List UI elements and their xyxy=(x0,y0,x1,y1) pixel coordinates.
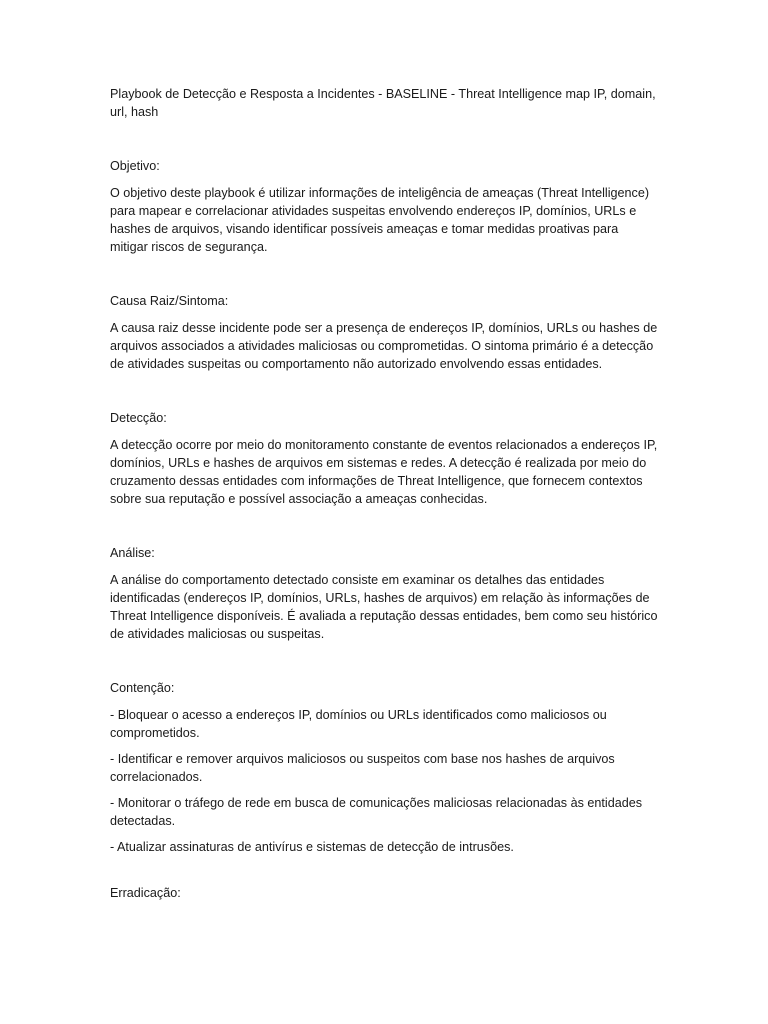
list-item: - Monitorar o tráfego de rede em busca de comunicações maliciosas relacionadas às entidades detectadas. xyxy=(110,796,643,828)
section-heading-causa: Causa Raiz/Sintoma: xyxy=(110,294,229,308)
document-title: Playbook de Detecção e Resposta a Incidentes - BASELINE - Threat Intelligence map IP, domain, url, hash xyxy=(110,87,656,119)
section-heading-analise: Análise: xyxy=(110,546,155,560)
section-causa xyxy=(110,292,658,373)
section-text-analise: A análise do comportamento detectado consiste em examinar os detalhes das entidades identificadas (endereços IP, domínios, URLs, hashes de arquivos) em relação às informações de Threat Intelligence disponíveis. É avaliada a reputação dessas entidades, bem como seu histórico de atividades maliciosas ou suspeitas. xyxy=(110,573,658,641)
list-item: - Atualizar assinaturas de antivírus e sistemas de detecção de intrusões. xyxy=(110,840,514,854)
section-heading-objetivo: Objetivo: xyxy=(110,159,160,173)
section-heading-contencao: Contenção: xyxy=(110,681,175,695)
list-item: - Bloquear o acesso a endereços IP, domínios ou URLs identificados como maliciosos ou comprometidos. xyxy=(110,708,607,740)
section-deteccao xyxy=(110,409,658,508)
section-text-objetivo: O objetivo deste playbook é utilizar informações de inteligência de ameaças (Threat Intelligence) para mapear e correlacionar atividades suspeitas envolvendo endereços IP, domínios, URLs e hashes de arquivos, visando identificar possíveis ameaças e tomar medidas proativas para mitigar riscos de segurança. xyxy=(110,186,650,254)
section-text-deteccao: A detecção ocorre por meio do monitoramento constante de eventos relacionados a endereços IP, domínios, URLs e hashes de arquivos em sistemas e redes. A detecção é realizada por meio do cruzamento dessas entidades com informações de Threat Intelligence, que fornecem contextos sobre sua reputação e possível associação a ameaças conhecidas. xyxy=(110,438,658,506)
document-page xyxy=(110,85,658,911)
section-text-causa: A causa raiz desse incidente pode ser a presença de endereços IP, domínios, URLs ou hashes de arquivos associados a atividades maliciosas ou comprometidas. O sintoma primário é a detecção de atividades suspeitas ou comportamento não autorizado envolvendo essas entidades. xyxy=(110,321,658,371)
section-analise xyxy=(110,544,658,643)
section-objetivo xyxy=(110,157,658,256)
section-contencao xyxy=(110,679,658,856)
section-erradicacao xyxy=(110,884,658,902)
section-heading-erradicacao: Erradicação: xyxy=(110,886,181,900)
list-item: - Identificar e remover arquivos maliciosos ou suspeitos com base nos hashes de arquivos correlacionados. xyxy=(110,752,615,784)
section-heading-deteccao: Detecção: xyxy=(110,411,167,425)
